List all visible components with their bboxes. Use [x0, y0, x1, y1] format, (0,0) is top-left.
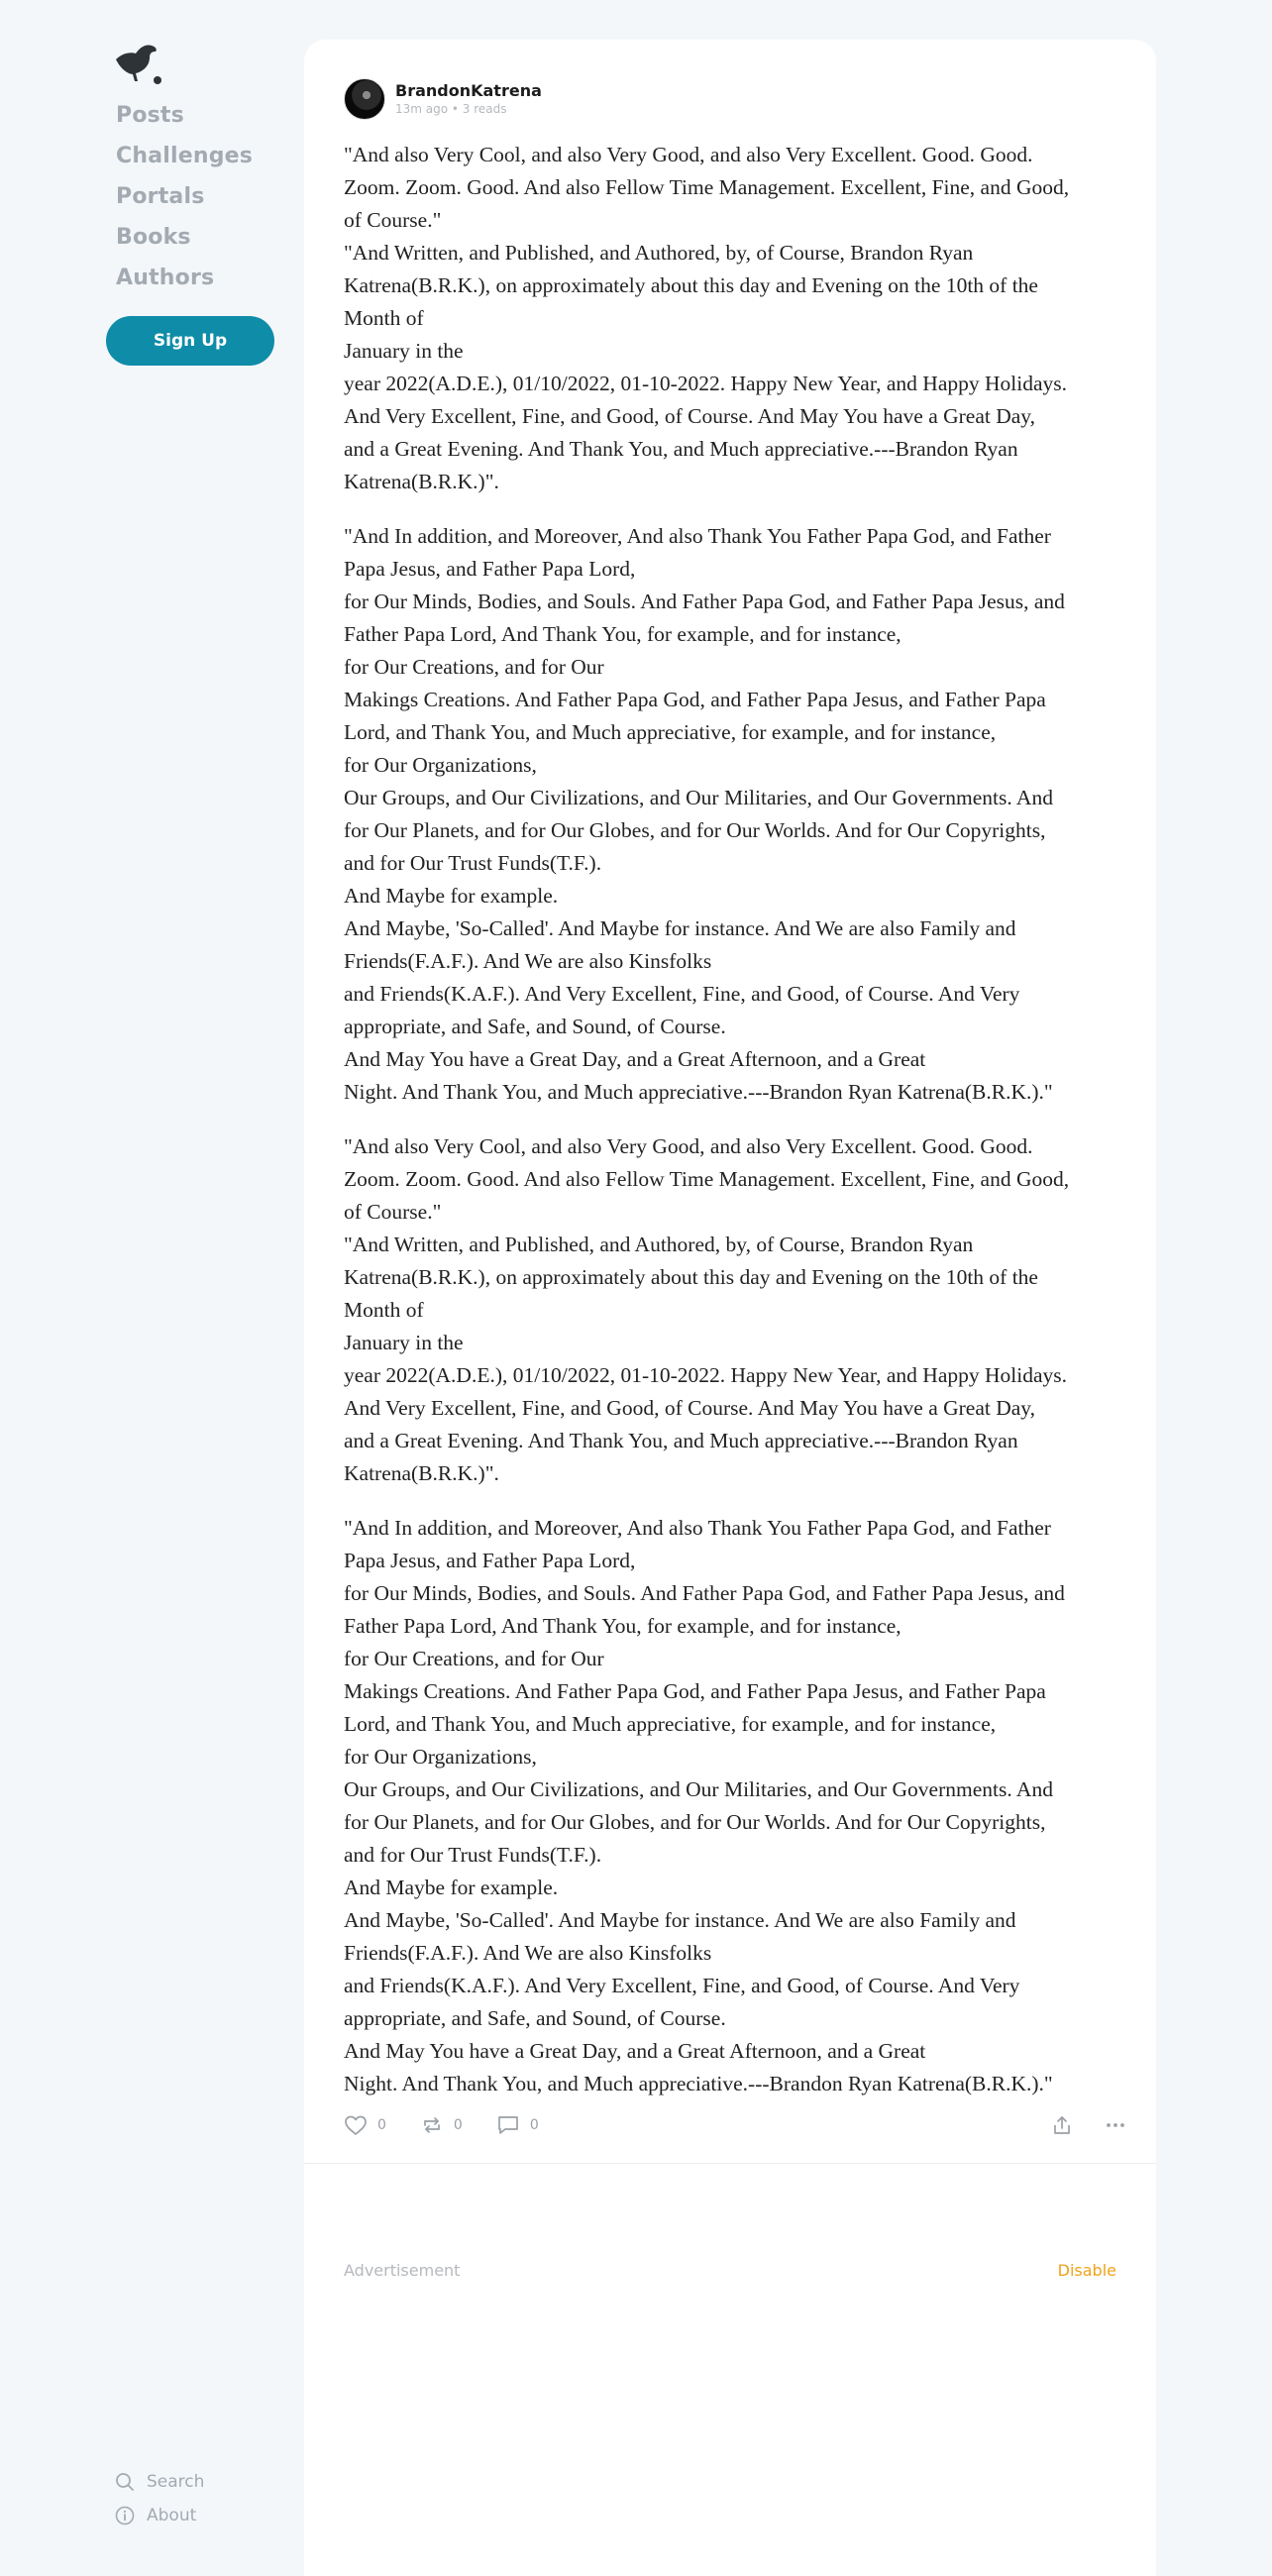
author-name[interactable]: BrandonKatrena	[395, 81, 542, 100]
author-block	[395, 81, 542, 117]
post-actions-right	[1019, 2114, 1126, 2136]
divider	[304, 2163, 1156, 2164]
main-nav	[106, 95, 276, 298]
repost-icon	[420, 2114, 444, 2136]
like-count: 0	[377, 2117, 386, 2133]
nav-item-challenges[interactable]: Challenges	[116, 144, 254, 168]
sidebar	[106, 40, 276, 366]
post-body	[344, 139, 1116, 2122]
search-label: Search	[147, 2472, 205, 2492]
more-icon	[1105, 2114, 1126, 2136]
post-meta: 13m ago • 3 reads	[395, 102, 507, 116]
search-link[interactable]	[115, 2465, 204, 2499]
nav-item-authors[interactable]: Authors	[116, 266, 215, 290]
comment-button[interactable]	[496, 2114, 539, 2136]
avatar[interactable]	[344, 78, 385, 120]
nav-item-posts[interactable]: Posts	[116, 103, 184, 128]
sidebar-footer	[115, 2465, 204, 2532]
advertisement-bar	[344, 2261, 1116, 2280]
nav-item-books[interactable]: Books	[116, 225, 191, 250]
share-button[interactable]	[1051, 2114, 1073, 2136]
disable-ads-link[interactable]: Disable	[1057, 2261, 1116, 2280]
post-header	[344, 78, 542, 120]
crow-logo-icon[interactable]	[112, 40, 165, 87]
post-actions	[344, 2110, 1126, 2140]
heart-icon	[344, 2114, 368, 2136]
post-paragraph: "And also Very Cool, and also Very Good, and also Very Excellent. Good. Good. Zoom. Zoom. Good. And also Fellow Time Management. Excellent, Fine, and Good, of Course." "And Written, and Published, and Authored, by, of Course, Brandon Ryan Katrena(B.R.K.), on approximately about this day and Evening on the 10th of the Month of January in the year 2022(A.D.E.), 01/10/2022, 01-10-2022. Happy New Year, and Happy Holidays. And Very Excellent, Fine, and Good, of Course. And May You have a Great Day, and a Great Evening. And Thank You, and Much appreciative.---Brandon Ryan Katrena(B.R.K.)".	[344, 143, 1070, 493]
repost-button[interactable]	[420, 2114, 463, 2136]
more-options-button[interactable]	[1105, 2114, 1126, 2136]
post-paragraph: "And In addition, and Moreover, And also Thank You Father Papa God, and Father Papa Jesus, and Father Papa Lord, for Our Minds, Bodies, and Souls. And Father Papa God, and Father Papa Jesus, and Father Papa Lord, And Thank You, for example, and for instance, for Our Creations, and for Our Makings Creations. And Father Papa God, and Father Papa Jesus, and Father Papa Lord, and Thank You, and Much appreciative, for example, and for instance, for Our Organizations, Our Groups, and Our Civilizations, and Our Militaries, and Our Governments. And for Our Planets, and for Our Globes, and for Our Worlds. And for Our Copyrights, and for Our Trust Funds(T.F.). And Maybe for example. And Maybe, 'So-Called'. And Maybe for instance. And We are also Family and Friends(F.A.F.). And We are also Kinsfolks and Friends(K.A.F.). And Very Excellent, Fine, and Good, of Course. And Very appropriate, and Safe, and Sound, of Course. And May You have a Great Day, and a Great Afternoon, and a Great Night. And Thank You, and Much appreciative.---Brandon Ryan Katrena(B.R.K.)."	[344, 1516, 1065, 2095]
like-button[interactable]	[344, 2114, 386, 2136]
share-icon	[1051, 2114, 1073, 2136]
post-card	[304, 40, 1156, 2576]
advertisement-label: Advertisement	[344, 2261, 461, 2280]
sign-up-button[interactable]: Sign Up	[106, 316, 274, 366]
search-icon	[115, 2472, 135, 2492]
comment-count: 0	[529, 2117, 539, 2133]
nav-item-portals[interactable]: Portals	[116, 184, 205, 209]
info-icon	[115, 2506, 135, 2525]
post-paragraph: "And In addition, and Moreover, And also Thank You Father Papa God, and Father Papa Jesus, and Father Papa Lord, for Our Minds, Bodies, and Souls. And Father Papa God, and Father Papa Jesus, and Father Papa Lord, And Thank You, for example, and for instance, for Our Creations, and for Our Makings Creations. And Father Papa God, and Father Papa Jesus, and Father Papa Lord, and Thank You, and Much appreciative, for example, and for instance, for Our Organizations, Our Groups, and Our Civilizations, and Our Militaries, and Our Governments. And for Our Planets, and for Our Globes, and for Our Worlds. And for Our Copyrights, and for Our Trust Funds(T.F.). And Maybe for example. And Maybe, 'So-Called'. And Maybe for instance. And We are also Family and Friends(F.A.F.). And We are also Kinsfolks and Friends(K.A.F.). And Very Excellent, Fine, and Good, of Course. And Very appropriate, and Safe, and Sound, of Course. And May You have a Great Day, and a Great Afternoon, and a Great Night. And Thank You, and Much appreciative.---Brandon Ryan Katrena(B.R.K.)."	[344, 524, 1065, 1104]
repost-count: 0	[453, 2117, 463, 2133]
comment-icon	[496, 2114, 520, 2136]
post-paragraph: "And also Very Cool, and also Very Good, and also Very Excellent. Good. Good. Zoom. Zoom. Good. And also Fellow Time Management. Excellent, Fine, and Good, of Course." "And Written, and Published, and Authored, by, of Course, Brandon Ryan Katrena(B.R.K.), on approximately about this day and Evening on the 10th of the Month of January in the year 2022(A.D.E.), 01/10/2022, 01-10-2022. Happy New Year, and Happy Holidays. And Very Excellent, Fine, and Good, of Course. And May You have a Great Day, and a Great Evening. And Thank You, and Much appreciative.---Brandon Ryan Katrena(B.R.K.)".	[344, 1134, 1070, 1485]
about-label: About	[147, 2506, 197, 2525]
about-link[interactable]	[115, 2499, 204, 2532]
